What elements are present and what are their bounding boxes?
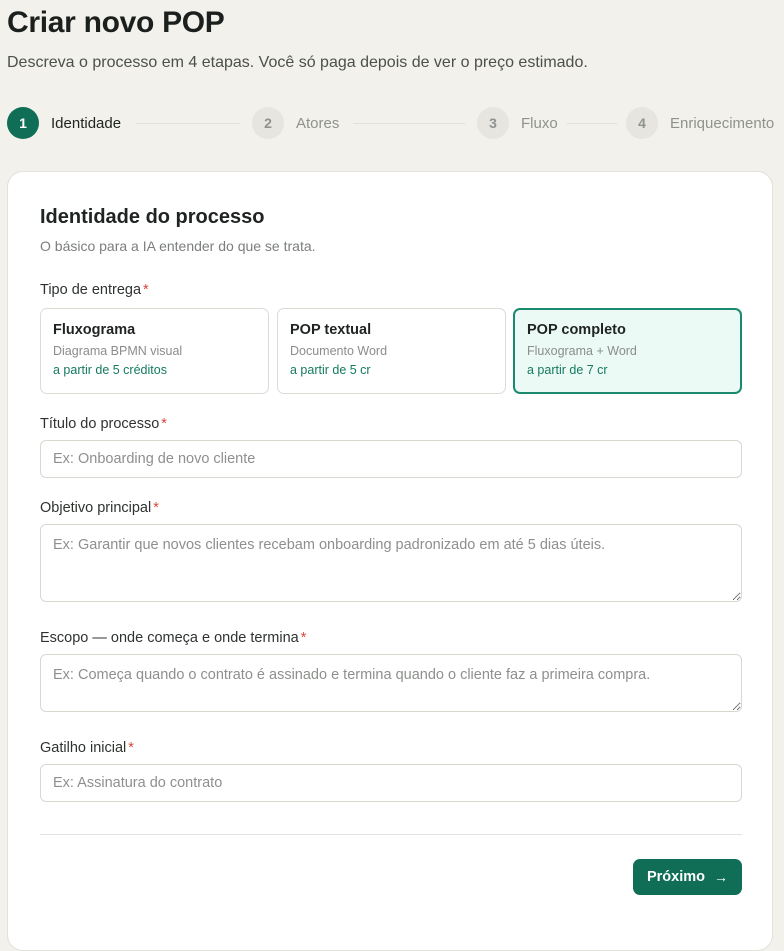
step-enriquecimento[interactable] (626, 107, 774, 139)
option-description: Diagrama BPMN visual (53, 344, 183, 358)
step-label: Identidade (51, 114, 122, 132)
required-mark: * (153, 500, 159, 516)
option-title: Fluxograma (53, 322, 136, 338)
step-atores[interactable] (252, 107, 339, 139)
option-title: POP completo (527, 322, 626, 338)
option-fluxograma[interactable] (40, 308, 269, 394)
option-description: Documento Word (290, 344, 388, 358)
step-number: 4 (626, 107, 658, 139)
label-text: Objetivo principal (40, 500, 152, 516)
step-fluxo[interactable] (477, 107, 558, 139)
step-identidade[interactable] (7, 107, 121, 139)
objective-textarea[interactable] (40, 524, 742, 602)
arrow-right-icon: → (714, 869, 728, 885)
step-number: 1 (7, 107, 39, 139)
page-subtitle: Descreva o processo em 4 etapas. Você só paga depois de ver o preço estimado. (7, 54, 588, 71)
label-text: Escopo — onde começa e onde termina (40, 630, 299, 646)
step-number: 2 (252, 107, 284, 139)
scope-field-label (40, 630, 306, 646)
delivery-type-label (40, 282, 149, 298)
required-mark: * (143, 282, 149, 298)
step-connector (136, 123, 240, 124)
option-pop-completo[interactable] (513, 308, 742, 394)
card-title: Identidade do processo (40, 206, 265, 228)
step-label: Fluxo (521, 114, 558, 132)
step-connector (353, 123, 465, 124)
form-card (7, 171, 773, 951)
option-title: POP textual (290, 322, 372, 338)
step-label: Enriquecimento (670, 114, 775, 132)
option-price: a partir de 7 cr (527, 363, 608, 377)
title-field-label (40, 416, 167, 432)
trigger-field-label (40, 740, 134, 756)
page-title: Criar novo POP (7, 6, 225, 39)
required-mark: * (161, 416, 167, 432)
label-text: Gatilho inicial (40, 740, 127, 756)
next-button-label: Próximo (646, 869, 705, 885)
footer-divider (40, 834, 742, 835)
stepper (7, 107, 777, 139)
required-mark: * (300, 630, 307, 646)
trigger-input[interactable] (40, 764, 742, 802)
objective-field-label (40, 500, 159, 516)
card-subtitle: O básico para a IA entender do que se trata. (40, 238, 316, 254)
option-description: Fluxograma + Word (527, 344, 637, 358)
step-connector (567, 123, 617, 124)
next-button[interactable] (633, 859, 742, 895)
process-title-input[interactable] (40, 440, 742, 478)
label-text: Tipo de entrega (40, 282, 142, 298)
step-number: 3 (477, 107, 509, 139)
scope-textarea[interactable] (40, 654, 742, 712)
label-text: Título do processo (40, 416, 160, 432)
step-label: Atores (296, 114, 340, 132)
option-pop-textual[interactable] (277, 308, 506, 394)
required-mark: * (128, 740, 134, 756)
option-price: a partir de 5 cr (290, 363, 371, 377)
option-price: a partir de 5 créditos (53, 363, 167, 377)
